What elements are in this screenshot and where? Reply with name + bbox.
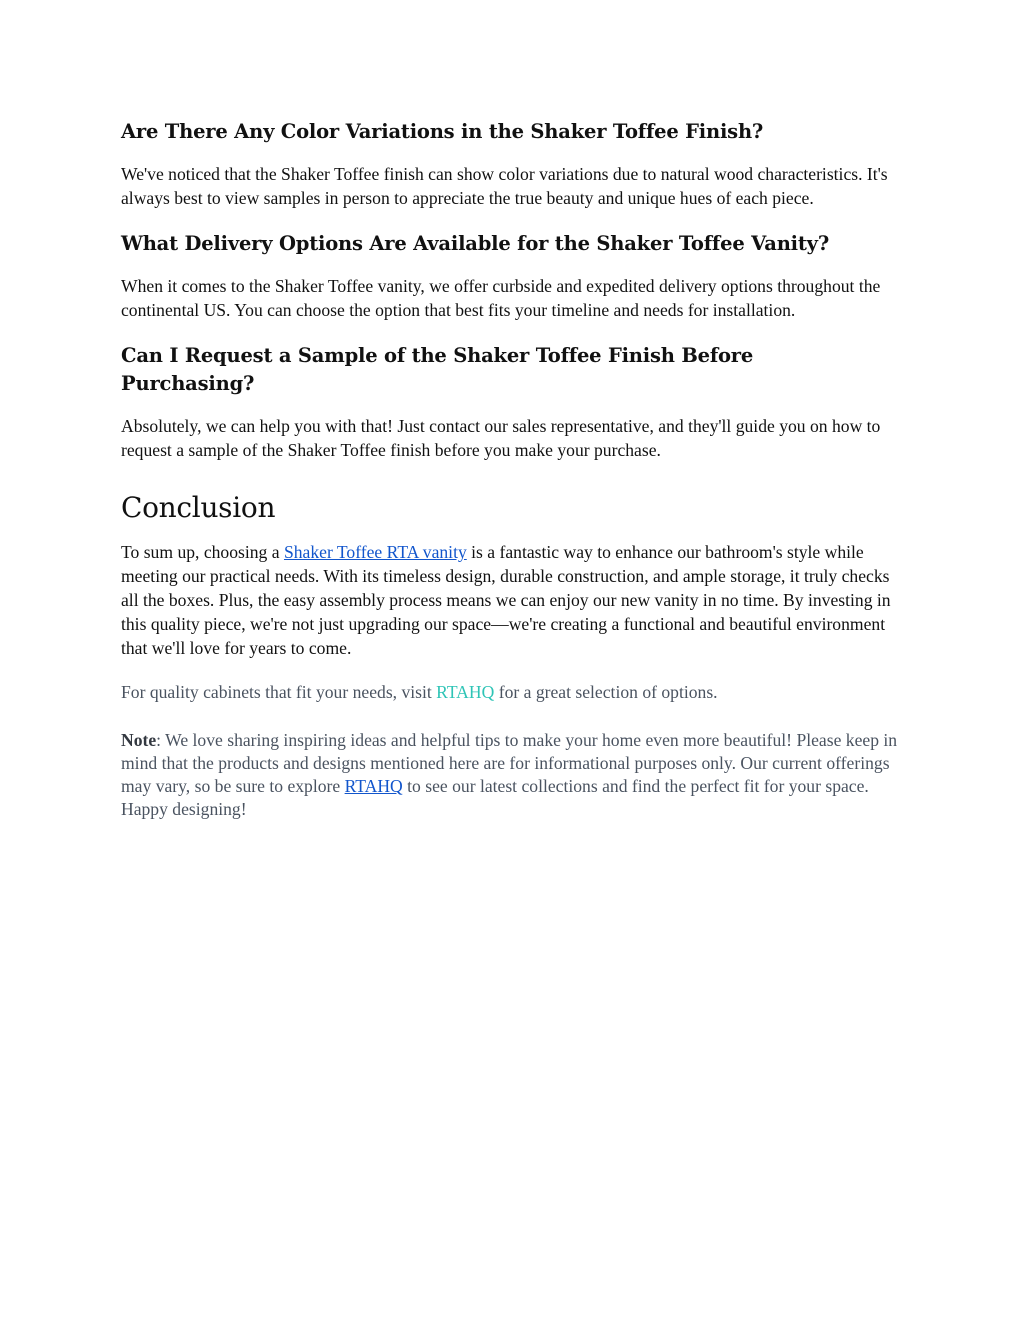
note-text-end: to see our latest collections and find the perfect fit for your space. Happy designing! <box>121 776 869 819</box>
note-label: Note <box>121 730 157 750</box>
cta-text-end: for a great selection of options. <box>494 682 718 702</box>
faq-answer-3: Absolutely, we can help you with that! Just contact our sales representative, and they'll guide you on how to request a sample of the Shaker Toffee finish before you make your purchase. <box>121 416 881 460</box>
note-paragraph <box>121 729 911 821</box>
cta-paragraph <box>121 680 911 704</box>
note-text-start: : We love sharing inspiring ideas and helpful tips to make your home even more beautiful! Please keep in mind that the products and designs mentioned here are for informational purposes only. Our current offerings may vary, so be sure to explore <box>121 730 898 796</box>
document-page <box>121 118 911 821</box>
faq-answer-1: We've noticed that the Shaker Toffee finish can show color variations due to natural wood characteristics. It's always best to view samples in person to appreciate the true beauty and unique hues of each piece. <box>121 164 888 208</box>
faq-question-3: Can I Request a Sample of the Shaker Toffee Finish Before Purchasing? <box>121 344 754 395</box>
rtahq-link[interactable]: RTAHQ <box>344 776 403 796</box>
conclusion-text-end: is a fantastic way to enhance our bathroom's style while meeting our practical needs. With its timeless design, durable construction, and ample storage, it truly checks all the boxes. Plus, the easy assembly process means we can enjoy our new vanity in no time. By investing in this quality piece, we're not just upgrading our space—we're creating a functional and beautiful environment that we'll love for years to come. <box>121 542 891 658</box>
shaker-toffee-vanity-link[interactable]: Shaker Toffee RTA vanity <box>283 542 467 562</box>
conclusion-text-start: To sum up, choosing a <box>121 542 284 562</box>
rtahq-brand-text: RTAHQ <box>436 682 495 702</box>
faq-question-2: What Delivery Options Are Available for the Shaker Toffee Vanity? <box>121 232 830 255</box>
faq-question-1: Are There Any Color Variations in the Shaker Toffee Finish? <box>121 120 764 143</box>
conclusion-paragraph <box>121 540 911 660</box>
conclusion-heading: Conclusion <box>121 491 276 524</box>
faq-answer-2: When it comes to the Shaker Toffee vanity, we offer curbside and expedited delivery options throughout the continental US. You can choose the option that best fits your timeline and needs for installation. <box>121 276 881 320</box>
cta-text-start: For quality cabinets that fit your needs, visit <box>121 682 437 702</box>
